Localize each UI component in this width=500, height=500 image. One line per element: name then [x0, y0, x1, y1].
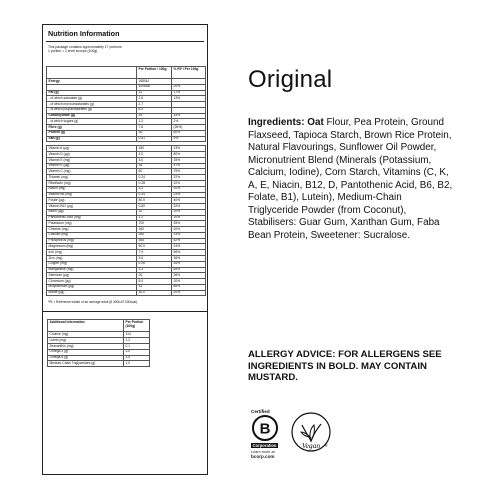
additional-value: 3.0: [124, 349, 150, 355]
additional-value: 3.5: [124, 355, 150, 361]
nutrient-value: 2.5: [137, 96, 172, 102]
nutrient-ri: 40%: [172, 198, 206, 204]
nutrient-value: 0.28: [137, 181, 172, 187]
nutrient-value: 60: [137, 169, 172, 175]
nutrient-ri: 1%: [172, 119, 206, 125]
nutrient-ri: 75%: [172, 169, 206, 175]
bcorp-learn-text: Learn more at: [251, 450, 275, 454]
nutrient-label: Magnesium (mg): [47, 244, 137, 250]
nutrient-value: 160: [137, 227, 172, 233]
nutrient-ri: 80%: [172, 152, 206, 158]
nutrient-label: Thiamin (mg): [47, 175, 137, 181]
header-nutrient: [47, 67, 137, 79]
nutrient-ri: 20%: [172, 209, 206, 215]
nutrient-ri: 47%: [172, 163, 206, 169]
nutrient-value: 39: [137, 113, 172, 119]
nutrient-value: 3.2: [137, 186, 172, 192]
nutrient-label: Fat (g): [47, 90, 137, 96]
header-additional: Additional Information: [48, 320, 124, 332]
ingredients-text: [248, 117, 453, 242]
nutrient-value: 180: [137, 146, 172, 152]
allergy-advice: ALLERGY ADVICE: FOR ALLERGENS SEE INGREDIENTS IN BOLD. MAY CONTAIN MUSTARD.: [248, 349, 442, 384]
divider: [43, 311, 207, 319]
nutrient-ri: 66%: [172, 284, 206, 290]
nutrient-ri: 20%: [172, 279, 206, 285]
bcorp-learn-more: [251, 450, 287, 459]
additional-label: Omega-6 (g): [48, 355, 124, 361]
nutrient-ri: 20%: [172, 181, 206, 187]
nutrient-label: Niacin (mg): [47, 186, 137, 192]
nutrient-label: Vitamin A (µg): [47, 146, 137, 152]
nutrient-value: 10: [137, 209, 172, 215]
nutrient-label: Vitamin B6 (mg): [47, 192, 137, 198]
nutrient-ri: 60%: [172, 130, 206, 136]
nutrient-ri: 20%: [172, 84, 206, 90]
nutrient-ri: 17%: [172, 90, 206, 96]
nutrient-label: Phosphorus (mg): [47, 238, 137, 244]
additional-value: 0.1: [124, 343, 150, 349]
nutrient-label: Protein (g): [47, 130, 137, 136]
nutrition-panel: [42, 24, 208, 475]
additional-label: Lutein (mg): [48, 338, 124, 344]
additional-info-table: [47, 319, 150, 367]
nutrient-value: 8.0: [137, 279, 172, 285]
nutrient-value: 2.7: [137, 102, 172, 108]
nutrient-ri: 24%: [172, 192, 206, 198]
nutrition-intro: [46, 42, 204, 66]
nutrient-ri: 65%: [172, 267, 206, 273]
header-additional-per-portion: Per Portion (100g): [124, 320, 150, 332]
nutrition-table-header: [47, 67, 206, 79]
nutrient-label: Copper (mg): [47, 261, 137, 267]
nutrient-label: Zinc (mg): [47, 255, 137, 261]
product-title: Original: [248, 66, 333, 93]
nutrient-ri: 32%: [172, 204, 206, 210]
nutrient-value: 1.2: [137, 119, 172, 125]
nutrient-value: 0.26: [137, 261, 172, 267]
nutrient-value: 0.51: [137, 136, 172, 142]
nutrient-label: Pantothenic Acid (mg): [47, 215, 137, 221]
intro-line-portions: This package contains approximately 17 portions.: [48, 45, 123, 49]
intro-line-serving: 1 portion = 2 level scoops (100g).: [48, 49, 99, 54]
additional-label: Choline (mg): [48, 332, 124, 338]
nutrient-ri: (26%): [172, 125, 206, 131]
table-row: [48, 361, 150, 367]
ri-footnote: *RI = Reference intake of an average adult (8 400kJ/2 000kcal).: [48, 300, 138, 305]
nutrient-value: 1680kJ: [137, 79, 172, 85]
nutrient-label: Riboflavin (mg): [47, 181, 137, 187]
additional-label: Zeaxanthin (mg): [48, 343, 124, 349]
nutrient-label: Vitamin E (mg): [47, 157, 137, 163]
bcorp-b-mark: B: [259, 420, 271, 438]
nutrient-ri: 35%: [172, 221, 206, 227]
nutrient-label: Chromium (µg): [47, 279, 137, 285]
nutrient-value: 260: [137, 232, 172, 238]
nutrient-label: - of which monounsaturates (g): [47, 102, 137, 108]
nutrient-label: Fibre (g): [47, 125, 137, 131]
nutrient-label: Iodine (µg): [47, 290, 137, 296]
nutrient-ri: 9%: [172, 136, 206, 142]
nutrient-label: Calcium (mg): [47, 232, 137, 238]
bcorp-b-icon: [251, 414, 279, 442]
nutrient-value: 400kcal: [137, 84, 172, 90]
nutrition-title: Nutrition Information: [46, 28, 204, 42]
additional-label: Omega-3 (g): [48, 349, 124, 355]
nutrient-value: 33: [137, 284, 172, 290]
ingredients-label: Ingredients:: [248, 117, 305, 128]
nutrition-table: [46, 66, 206, 296]
nutrient-ri: 23%: [172, 146, 206, 152]
nutrient-label: Vitamin D (µg): [47, 152, 137, 158]
nutrient-ri: 56%: [172, 250, 206, 256]
nutrient-ri: 15%: [172, 113, 206, 119]
nutrient-value: 7.9: [137, 250, 172, 256]
nutrient-value: 35: [137, 163, 172, 169]
nutrient-label: Salt (g): [47, 136, 137, 142]
header-ri: % RI* / Per 100g: [172, 67, 206, 79]
nutrient-ri: 20%: [172, 186, 206, 192]
nutrient-value: 20: [137, 273, 172, 279]
nutrient-value: 90.0: [137, 244, 172, 250]
nutrient-ri: 20%: [172, 215, 206, 221]
nutrient-value: 0.80: [137, 204, 172, 210]
nutrient-ri: 20%: [172, 290, 206, 296]
ingredients-list: Flour, Pea Protein, Ground Flaxseed, Tapioca Starch, Brown Rice Protein, Natural Flavourings, Sunflower Oil Powder, Micronutrient Blend (Minerals (Potassium, Calcium, Iodine), Corn Starch, Vitamins (C, K, A, E, Niacin, B12, D, Pantothenic Acid, B6, B2, Folate, B1), Lutein), Medium-Chain Triglyceride Powder (from Coconut), Stabilisers: Guar Gum, Xanthan Gum, Faba Bean Protein, Sweetener: Sucralose.: [248, 117, 453, 241]
nutrient-ri: 33%: [172, 232, 206, 238]
nutrient-value: 3.0: [137, 157, 172, 163]
nutrient-ri: 24%: [172, 244, 206, 250]
nutrient-label: Energy: [47, 79, 137, 85]
nutrient-label: Carbohydrate (g): [47, 113, 137, 119]
nutrient-value: 7.8: [137, 125, 172, 131]
nutrient-label: Folate (µg): [47, 198, 137, 204]
nutrient-label: Selenium (µg): [47, 273, 137, 279]
bcorp-logo: [251, 409, 287, 459]
additional-value: 1.0: [124, 361, 150, 367]
nutrient-value: 0.24: [137, 175, 172, 181]
allergen-oat: Oat: [307, 117, 324, 128]
nutrient-ri: 22%: [172, 175, 206, 181]
nutrient-ri: 20%: [172, 227, 206, 233]
nutrient-label: Chloride (mg): [47, 227, 137, 233]
nutrient-label: Potassium (mg): [47, 221, 137, 227]
nutrient-value: 80.0: [137, 198, 172, 204]
nutrient-value: 1.3: [137, 267, 172, 273]
bcorp-certified-label: Certified: [251, 409, 270, 414]
nutrient-label: Vitamin K (µg): [47, 163, 137, 169]
vegan-registered-mark: ®: [325, 444, 328, 448]
nutrient-value: 0.34: [137, 192, 172, 198]
additional-value: 1.2: [124, 338, 150, 344]
nutrient-label: - of which sugars (g): [47, 119, 137, 125]
nutrient-ri: 13%: [172, 96, 206, 102]
nutrient-ri: 52%: [172, 238, 206, 244]
nutrient-label: Manganese (mg): [47, 267, 137, 273]
header-per-portion: Per Portion / 100g: [137, 67, 172, 79]
nutrient-value: 4.0: [137, 152, 172, 158]
additional-value: 114: [124, 332, 150, 338]
nutrient-ri: 25%: [172, 157, 206, 163]
nutrient-label: - of which polyunsaturates (g): [47, 107, 137, 113]
nutrient-value: 6.4: [137, 107, 172, 113]
nutrient-value: 700: [137, 221, 172, 227]
nutrient-value: 364: [137, 238, 172, 244]
nutrient-label: - of which saturates (g): [47, 96, 137, 102]
vegan-trademark-icon: [290, 411, 332, 453]
nutrient-ri: 26%: [172, 261, 206, 267]
nutrient-label: Molybdenum (µg): [47, 284, 137, 290]
nutrient-label: Vitamin C (mg): [47, 169, 137, 175]
nutrient-ri: 36%: [172, 273, 206, 279]
vegan-label: Vegan: [301, 441, 321, 450]
nutrient-value: 1.2: [137, 215, 172, 221]
nutrient-value: 3.6: [137, 255, 172, 261]
nutrient-value: 30.0: [137, 290, 172, 296]
nutrient-label: Vitamin B12 (µg): [47, 204, 137, 210]
additional-info-header: [48, 320, 150, 332]
nutrient-ri: 36%: [172, 255, 206, 261]
nutrient-value: 12: [137, 90, 172, 96]
nutrient-label: Biotin (µg): [47, 209, 137, 215]
bcorp-url: bcorp.com: [251, 453, 275, 459]
nutrient-label: Iron (mg): [47, 250, 137, 256]
nutrient-value: 30: [137, 130, 172, 136]
additional-label: Medium-Chain Triglycerides (g): [48, 361, 124, 367]
bcorp-corporation-label: Corporation: [252, 443, 277, 448]
table-row: [47, 290, 206, 296]
